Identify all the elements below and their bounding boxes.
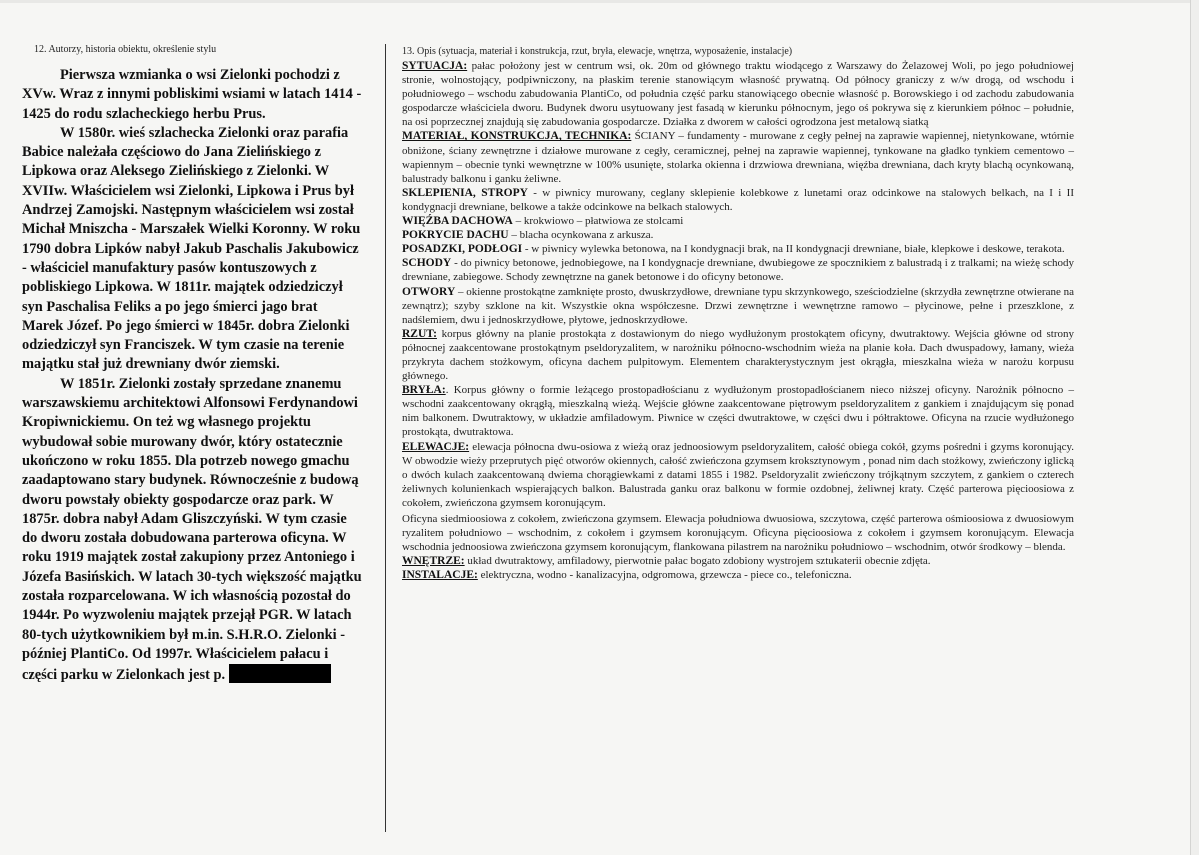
section-bryla: BRYŁA:. Korpus główny o formie leżącego prostopadłościanu z wydłużonym prostopadłościanem nieco niższej oficyny. Narożnik północno – wschodni zaakcentowany okrągłą, mieszkalną wieżą. Wejście główne zaakcentowane piętrowym pseldoryzalitem z gankiem i znajdującym się ponad nim balkonem. Dwutraktowy, w układzie amfiladowym. Piwnice w części dwutraktowe, w części dwu i półtraktowe. Oficyna na rzucie wydłużonego prostokąta, dwutraktowa. [402, 384, 1074, 439]
history-column [22, 44, 362, 686]
history-paragraph: W 1851r. Zielonki zostały sprzedane znanemu warszawskiemu architektowi Alfonsowi Ferdynandowi Kropiwnickiemu. On też wg własnego projektu wybudował sobie murowany dwór, który ostatecznie ukończono w roku 1855. Dla potrzeb nowego gmachu zaadaptowano stary budynek. Równocześnie z budową dworu powstały obiekty gospodarcze oraz park. W 1875r. dobra nabył Adam Gliszczyński. W tym czasie do dworu została dobudowana parterowa oficyna. W roku 1919 majątek został zakupiony przez Antoniego i Józefa Basińskich. W latach 30-tych większość majątku została rozparcelowana. W ich własnością pozostał do 1944r. Po wyzwoleniu majątek przejął PGR. W latach 80-tych użytkownikiem był m.in. S.H.R.O. Zielonki - później PlantiCo. Od 1997r. Właścicielem pałacu i części parku w Zielonkach jest p. [22, 375, 362, 684]
page-top-edge [0, 0, 1199, 3]
history-paragraph: Pierwsza wzmianka o wsi Zielonki pochodzi z XVw. Wraz z innymi pobliskimi wsiami w latach 1414 - 1425 do rodu szlacheckiego herbu Prus. [22, 67, 362, 122]
section-schody: SCHODY - do piwnicy betonowe, jednobiegowe, na I kondygnacje drewniane, dwubiegowe ze spocznikiem z balustradą i z tralkami; na wieżę schody drewniane, zabiegowe. Schody zewnętrzne na ganek betonowe i do oficyny betonowe. [402, 257, 1074, 284]
section-rzut: RZUT: korpus główny na planie prostokąta z dostawionym do niego wydłużonym prostokątem oficyny, dwutraktowy. Wejścia główne od strony północnej zaakcentowane prostokątnym pseldoryzalitem, w narożniku północno-wschodnim wieża na planie koła. Dach dwuspadowy, łamany, wieża przykryta dachem stożkowym, oficyna dachem pulpitowym. Elementem charakterystycznym jest okrągła, mieszkalna wieża w narożu korpusu głównego. [402, 327, 1074, 383]
section-wiezba: WIĘŹBA DACHOWA – krokwiowo – płatwiowa ze stolcami [402, 215, 684, 228]
section-sytuacja: SYTUACJA: pałac położony jest w centrum wsi, ok. 20m od głównego traktu wiodącego z Warszawy do Żelazowej Woli, po jego południowej stronie, wolnostojący, podpiwniczony, na płaskim terenie stanowiącym własność prywatną. Od północy graniczy z w/w drogą, od wschodu i południowego – wschodu zabudowania PlantiCo, od południa część parku stanowiącego obecnie własność p. Borowskiego i od zachodu zabudowania gospodarcze właściciela dworu. Budynek dworu usytuowany jest fasadą w kierunku północnym, jego oś pokrywa się z kierunkiem północ – południe, na osi poprzecznej znajdują się zabudowania gospodarcze. Działka z dworem w całości ogrodzona jest metalową siatką [402, 60, 1074, 129]
section-wnetrze: WNĘTRZE: układ dwutraktowy, amfiladowy, pierwotnie pałac bogato zdobiony wystrojem sztukaterii obecnie zdjęta. [402, 555, 931, 568]
history-header: 12. Autorzy, historia obiektu, określenie stylu [34, 44, 217, 55]
section-material: MATERIAŁ, KONSTRUKCJA, TECHNIKA: ŚCIANY – fundamenty - murowane z cegły pełnej na zaprawie wapiennej, nietynkowane, wtórnie obniżone, ściany zewnętrzne i działowe murowane z cegły, ceramicznej, pełnej na zaprawie wapiennej, tynkowane na gładko tynkiem cementowo – wapiennym – obecnie tynki wewnętrzne w 100% usunięte, stolarka okienna i drzwiowa drewniana, więźba drewniana, dach kryty blachą ocynkowaną, balustrady balkonu i ganku żeliwne. [402, 130, 1074, 185]
section-elewacje-cont: Oficyna siedmioosiowa z cokołem, zwieńczona gzymsem. Elewacja południowa dwuosiowa, szczytowa, część parterowa ośmioosiowa z dwuosiowym ryzalitem południowo – wschodnim, z cokołem i gzymsem koronującym. Oficyna pięcioosiowa z cokołem i gzymsem koronującym. Elewacja wschodnia jednoosiowa zwieńczona gzymsem koronującym, flankowana pilastrem na narożniku południowo – wschodnim, otwór środkowy – blenda. [402, 513, 1074, 554]
page-right-edge [1190, 0, 1199, 855]
history-paragraph: W 1580r. wieś szlachecka Zielonki oraz parafia Babice należała częściowo do Jana Zielińskiego z Lipkowa oraz Aleksego Zielińskiego z Zielonki. W XVIIw. Właścicielem wsi Zielonki, Lipkowa i Prus był Andrzej Zamojski. Następnym właścicielem wsi został Michał Mniszcha - Marszałek Wielki Koronny. W roku 1790 dobra Lipków nabył Jakub Paschalis Jakubowicz - właściciel manufaktury pasów kontuszowych z pobliskiego Lipkowa. W 1811r. majątek odziedziczył syn Paschalisa Feliks a po jego śmierci jago brat Marek Józef. Po jego śmierci w 1845r. dobra Zielonki odziedziczył syn Franciszek. W tym czasie na terenie majątku stał już drewniany dwór ziemski. [22, 124, 361, 373]
description-header: 13. Opis (sytuacja, materiał i konstrukcja, rzut, bryła, elewacje, wnętrza, wyposażenie, instalacje) [402, 46, 793, 57]
redaction-bar [229, 664, 331, 683]
section-pokrycie: POKRYCIE DACHU – blacha ocynkowana z arkusza. [402, 229, 654, 242]
description-column [402, 46, 1074, 582]
section-posadzki: POSADZKI, PODŁOGI - w piwnicy wylewka betonowa, na I kondygnacji brak, na II kondygnacji drewniane, białe, klepkowe i deskowe, terakota. [402, 243, 1065, 256]
column-divider [385, 44, 386, 832]
section-sklepienia: SKLEPIENIA, STROPY - w piwnicy murowany, ceglany sklepienie kolebkowe z lunetami oraz odcinkowe na stalowych belkach, na I i II kondygnacji drewniane, belkowe a także odcinkowe na belkach stalowych. [402, 186, 1074, 213]
section-otwory: OTWORY – okienne prostokątne zamknięte prosto, dwuskrzydłowe, drewniane typu skrzynkowego, sześciodzielne (skrzydła zewnętrzne otwierane na zewnątrz); szyby szklone na kit. Wszystkie okna współczesne. Drzwi zewnętrzne i wewnętrzne ramowo – płycinowe, pełne i przeszklone, z nadślemiem, dwu i jednoskrzydłowe, płytowe, jednoskrzydłowe. [402, 285, 1074, 326]
section-elewacje: ELEWACJE: elewacja północna dwu-osiowa z wieżą oraz jednoosiowym pseldoryzalitem, całość obiega cokół, gzyms pośredni i gzyms koronujący. W obwodzie wieży przeprutych pięć otworów okiennych, całość zwieńczona gzymsem kroksztynowym , ponad nim dach stożkowy, zwieńczony iglicką o dwóch kulach zaakcentowaną dwiema chorągiewkami z datami 1855 i 1982. Pseldoryzalit zwieńczony trójkątnym szczytem, z gankiem o czterech żeliwnych kolunienkach wspierających balkon. Balustrada ganku oraz balkonu w formie ozdobnej, żeliwnej kraty. Część parterowa pięcioosiowa z cokołem, zwieńczona gzymsem koronującym. [402, 440, 1074, 509]
section-instalacje: INSTALACJE: elektryczna, wodno - kanalizacyjna, odgromowa, grzewcza - piece co., telefoniczna. [402, 569, 852, 582]
